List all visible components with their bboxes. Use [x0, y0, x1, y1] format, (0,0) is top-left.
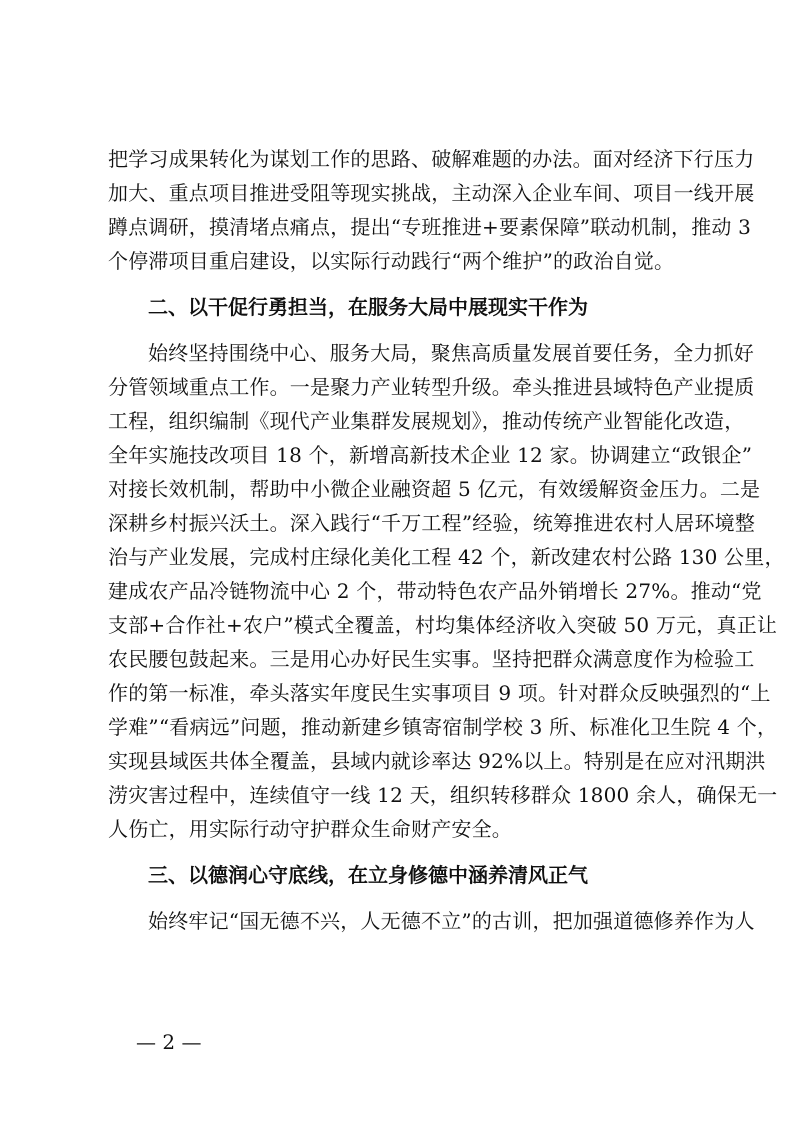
body-text-line: 全年实施技改项目 18 个，新增高新技术企业 12 家。协调建立“政银企” [108, 443, 753, 467]
body-text-line: 始终牢记“国无德不兴，人无德不立”的古训，把加强道德修养作为人 [148, 909, 755, 933]
body-text-line: 工程，组织编制《现代产业集群发展规划》，推动传统产业智能化改造， [108, 409, 745, 433]
body-text-line: 农民腰包鼓起来。三是用心办好民生实事。坚持把群众满意度作为检验工 [108, 647, 755, 671]
body-text-line: 对接长效机制，帮助中小微企业融资超 5 亿元，有效缓解资金压力。二是 [108, 477, 761, 501]
body-text-line: 始终坚持围绕中心、服务大局，聚焦高质量发展首要任务，全力抓好 [148, 341, 754, 365]
body-text-line: 实现县域医共体全覆盖，县域内就诊率达 92%以上。特别是在应对汛期洪 [108, 749, 766, 773]
section-heading-3: 三、以德润心守底线，在立身修德中涵养清风正气 [148, 863, 588, 887]
body-text-line: 蹲点调研，摸清堵点痛点，提出“专班推进+要素保障”联动机制，推动 3 [108, 215, 752, 239]
body-text-line: 涝灾害过程中，连续值守一线 12 天，组织转移群众 1800 余人，确保无一 [108, 783, 778, 807]
body-text-line: 把学习成果转化为谋划工作的思路、破解难题的办法。面对经济下行压力 [108, 147, 755, 171]
body-text-line: 作的第一标准，牵头落实年度民生实事项目 9 项。针对群众反映强烈的“上 [108, 681, 771, 705]
page-number: — 2 — [136, 1030, 202, 1054]
body-text-line: 人伤亡，用实际行动守护群众生命财产安全。 [108, 817, 512, 841]
body-text-line: 建成农产品冷链物流中心 2 个，带动特色农产品外销增长 27%。推动“党 [108, 579, 762, 603]
body-text-line: 加大、重点项目推进受阻等现实挑战，主动深入企业车间、项目一线开展 [108, 181, 755, 205]
body-text-line: 个停滞项目重启建设，以实际行动践行“两个维护”的政治自觉。 [108, 249, 675, 273]
body-text-line: 治与产业发展，完成村庄绿化美化工程 42 个，新改建农村公路 130 公里， [108, 545, 785, 569]
body-text-line: 分管领域重点工作。一是聚力产业转型升级。牵头推进县域特色产业提质 [108, 375, 755, 399]
body-text-line: 深耕乡村振兴沃土。深入践行“千万工程”经验，统筹推进农村人居环境整 [108, 511, 756, 535]
body-text-line: 学难”“看病远”问题，推动新建乡镇寄宿制学校 3 所、标准化卫生院 4 个， [108, 715, 778, 739]
section-heading-2: 二、以干促行勇担当，在服务大局中展现实干作为 [148, 295, 588, 319]
body-text-line: 支部+合作社+农户”模式全覆盖，村均集体经济收入突破 50 万元，真正让 [108, 613, 778, 637]
